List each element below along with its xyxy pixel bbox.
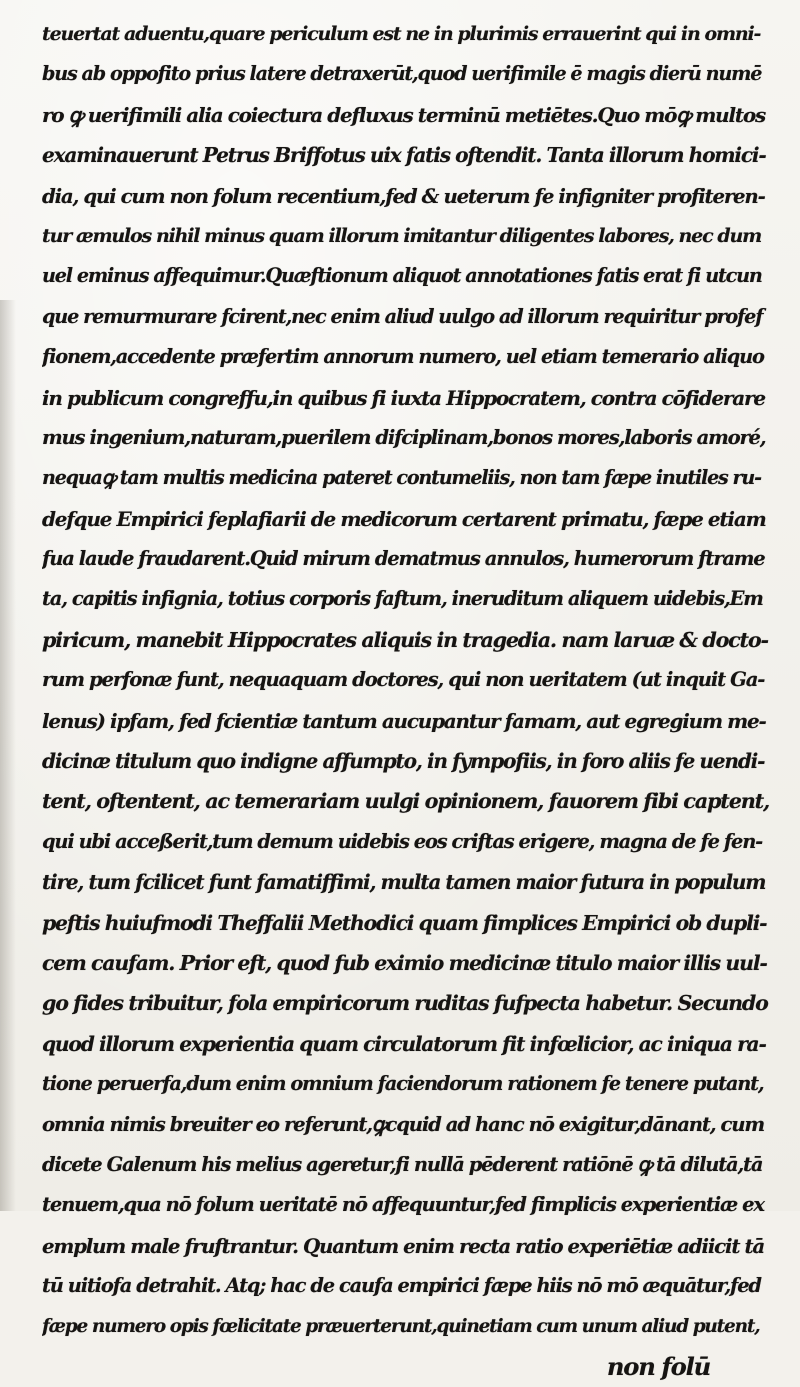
text-line: cem caufam. Prior eft, quod fub eximio medicinæ titulo maior illis uul- [42,950,767,975]
text-line: tur æmulos nihil minus quam illorum imitantur diligentes labores, nec dum [42,224,762,247]
binding-shadow [0,300,16,1211]
text-line: defque Empirici feplafiarii de medicorum certarent primatu, fæpe etiam [42,506,766,531]
text-line: tū uitiofa detrahit. Atq; hac de caufa empirici fæpe hiis nō mō æquātur,fed [42,1274,761,1298]
text-line: emplum male fruftrantur. Quantum enim recta ratio experiētiæ adiicit tā [42,1233,765,1258]
text-line: tenuem,qua nō folum ueritatē nō affequuntur,fed fimplicis experientiæ ex [42,1193,764,1217]
text-line: go fides tribuitur, fola empiricorum ruditas fufpecta habetur. Secundo [42,991,768,1016]
catchword: non folū [606,1351,710,1381]
text-line: tione peruerfa,dum enim omnium faciendorum rationem fe tenere putant, [42,1072,764,1096]
text-line: uel eminus affequimur.Quæftionum aliquot annotationes fatis erat fi utcun [42,264,762,288]
text-line: bus ab oppofito prius latere detraxerūt,quod uerifimile ē magis dierū numē [42,62,762,86]
text-line: rum perfonæ funt, nequaquam doctores, qui non ueritatem (ut inquit Ga- [42,668,765,692]
text-line: fæpe numero opis fœlicitate præuerterunt,quinetiam cum unum aliud putent, [42,1315,760,1337]
text-line: tent, oftentent, ac temerariam uulgi opinionem, fauorem fibi captent, [42,788,770,814]
text-line: dia, qui cum non folum recentium,fed & ueterum fe infigniter profiteren- [42,183,765,208]
text-line: fionem,accedente præfertim annorum numero, uel etiam temerario aliquo [42,345,764,369]
text-line: peftis huiufmodi Theffalii Methodici quam fimplices Empirici ob dupli- [42,910,767,935]
text-line: dicinæ titulum quo indigne affumpto, in fympofiis, in foro aliis fe uendi- [42,749,765,774]
text-line: ta, capitis infignia, totius corporis faftum, ineruditum aliquem uidebis,Em [42,587,763,611]
text-line: omnia nimis breuiter eo referunt,ꝙcquid ad hanc nō exigitur,dānant, cum [42,1112,764,1136]
text-line: ro ꝙ uerifimili alia coiectura defluxus terminū metiētes.Quo mōꝙ multos [42,102,766,127]
text-line: fua laude fraudarent.Quid mirum dematmus annulos, humerorum ftrame [42,547,765,571]
text-line: teuertat aduentu,quare periculum est ne in plurimis errauerint qui in omni- [42,23,761,45]
text-line: in publicum congreffu,in quibus fi iuxta Hippocratem, contra cōfiderare [42,385,765,410]
text-line: lenus) ipfam, fed fcientiæ tantum aucupantur famam, aut egregium me- [42,708,766,733]
text-line: tire, tum fcilicet funt famatiffimi, multa tamen maior futura in populum [42,870,766,895]
text-line: que remurmurare fcirent,nec enim aliud uulgo ad illorum requiritur profef [42,304,763,328]
text-line: mus ingenium,naturam,puerilem difciplinam,bonos mores,laboris amoré, [42,425,766,449]
text-line: quod illorum experientia quam circulatorum fit infœlicior, ac iniqua ra- [42,1031,766,1056]
text-line: dicete Galenum his melius ageretur,fi nullā pēderent ratiōnē ꝙ tā dilutā,tā [42,1152,763,1176]
text-line: piricum, manebit Hippocrates aliquis in tragedia. nam laruæ & docto- [42,627,768,652]
text-line: examinauerunt Petrus Briffotus uix fatis oftendit. Tanta illorum homici- [42,143,766,168]
text-line: nequaꝙ tam multis medicina pateret contumeliis, non tam fæpe inutiles ru- [42,466,761,490]
text-line: qui ubi acceßerit,tum demum uidebis eos criftas erigere, magna de fe fen- [42,829,763,853]
text-block [42,14,790,1387]
